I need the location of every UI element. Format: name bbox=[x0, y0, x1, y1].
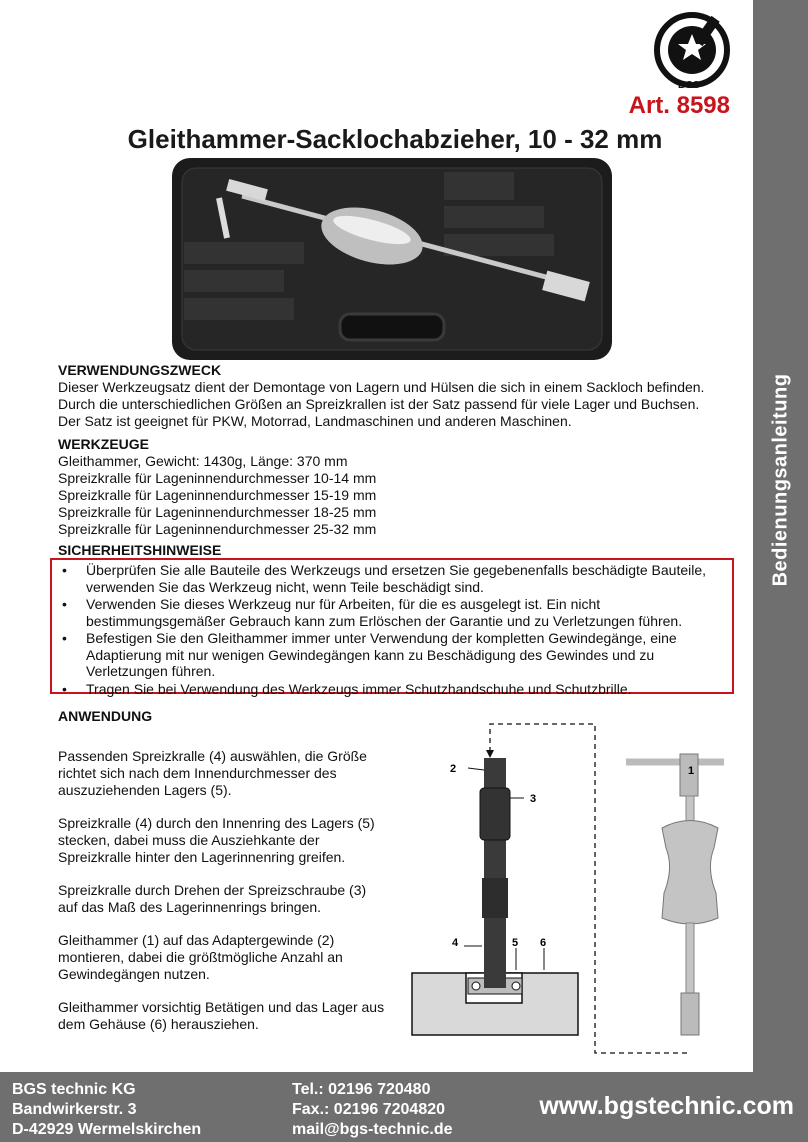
label-1: 1 bbox=[688, 765, 695, 777]
sidebar-label: Bedienungsanleitung bbox=[769, 373, 792, 587]
footer-email[interactable]: mail@bgs-technic.de bbox=[292, 1121, 453, 1138]
footer-street: Bandwirkerstr. 3 bbox=[12, 1101, 137, 1118]
application-heading: ANWENDUNG bbox=[58, 708, 153, 724]
tools-heading: WERKZEUGE bbox=[58, 436, 149, 452]
purpose-line: Der Satz ist geeignet für PKW, Motorrad, Landmaschinen und anderen Maschinen. bbox=[58, 413, 572, 429]
article-number: Art. 8598 bbox=[628, 92, 730, 119]
label-5: 5 bbox=[512, 937, 519, 949]
purpose-line: Dieser Werkzeugsatz dient der Demontage von Lagern und Hülsen die sich in einem Sackloch befinden. bbox=[58, 379, 705, 395]
safety-item: • Überprüfen Sie alle Bauteile des Werkzeugs und ersetzen Sie gegebenenfalls beschädigte Bauteile, verwenden Sie das Werkzeug nicht, wenn Teile beschädigt sind. bbox=[58, 562, 728, 595]
application-step: Spreizkralle durch Drehen der Spreizschraube (3) auf das Maß des Lagerinnenrings bringen. bbox=[58, 882, 367, 915]
footer-company: BGS technic KG bbox=[12, 1081, 136, 1098]
svg-text:BGS: BGS bbox=[678, 80, 700, 91]
application-step: Spreizkralle (4) durch den Innenring des Lagers (5) stecken, dabei muss die Ausziehkante der Spreizkralle hinter den Lagerinnenring greifen. bbox=[58, 815, 375, 865]
purpose-line: Durch die unterschiedlichen Größen an Spreizkrallen ist der Satz passend für viele Lager und Buchsen. bbox=[58, 396, 700, 412]
footer-address bbox=[12, 1080, 201, 1140]
label-4: 4 bbox=[452, 937, 459, 949]
footer bbox=[0, 1072, 808, 1142]
purpose-section bbox=[58, 362, 738, 430]
label-6: 6 bbox=[540, 937, 547, 949]
application-steps bbox=[58, 748, 388, 1049]
application-step: Gleithammer (1) auf das Adaptergewinde (2) montieren, dabei die größtmögliche Anzahl an Gewindegängen nutzen. bbox=[58, 932, 343, 982]
footer-contact bbox=[292, 1080, 453, 1140]
footer-website[interactable]: www.bgstechnic.com bbox=[539, 1092, 794, 1120]
application-step: Gleithammer vorsichtig Betätigen und das Lager aus dem Gehäuse (6) herausziehen. bbox=[58, 999, 385, 1032]
safety-list bbox=[58, 562, 728, 698]
safety-heading: SICHERHEITSHINWEISE bbox=[58, 542, 222, 558]
page-title: Gleithammer-Sacklochabzieher, 10 - 32 mm bbox=[127, 124, 663, 154]
product-case-image bbox=[172, 158, 612, 360]
tool-item: Spreizkralle für Lageninnendurchmesser 15-19 mm bbox=[58, 487, 377, 503]
footer-city: D-42929 Wermelskirchen bbox=[12, 1121, 202, 1138]
tool-item: Spreizkralle für Lageninnendurchmesser 10-14 mm bbox=[58, 470, 377, 486]
application-step: Passenden Spreizkralle (4) auswählen, die Größe richtet sich nach dem Innendurchmesser des auszuziehenden Lagers (5). bbox=[58, 748, 367, 798]
label-2: 2 bbox=[450, 763, 457, 775]
safety-item: • Tragen Sie bei Verwendung des Werkzeugs immer Schutzhandschuhe und Schutzbrille. bbox=[58, 681, 728, 698]
application-diagram bbox=[400, 718, 745, 1058]
tool-item: Spreizkralle für Lageninnendurchmesser 18-25 mm bbox=[58, 504, 377, 520]
tool-item: Gleithammer, Gewicht: 1430g, Länge: 370 mm bbox=[58, 453, 348, 469]
purpose-heading: VERWENDUNGSZWECK bbox=[58, 362, 222, 378]
tools-section bbox=[58, 436, 738, 538]
footer-fax: Fax.: 02196 7204820 bbox=[292, 1101, 446, 1118]
brand-logo bbox=[648, 8, 740, 92]
safety-item: • Verwenden Sie dieses Werkzeug nur für Arbeiten, für die es ausgelegt ist. Ein nicht bestimmungsgemäßer Gebrauch kann zum Erlöschen der Garantie und zu Verletzungen führen. bbox=[58, 596, 728, 629]
tool-item: Spreizkralle für Lageninnendurchmesser 25-32 mm bbox=[58, 521, 377, 537]
label-3: 3 bbox=[530, 793, 537, 805]
footer-phone: Tel.: 02196 720480 bbox=[292, 1081, 431, 1098]
safety-item: • Befestigen Sie den Gleithammer immer unter Verwendung der kompletten Gewindegänge, eine Adaptierung mit nur wenigen Gewindegängen kann zu Beschädigung des Gewindes und zu Verletzungen führen. bbox=[58, 630, 728, 680]
